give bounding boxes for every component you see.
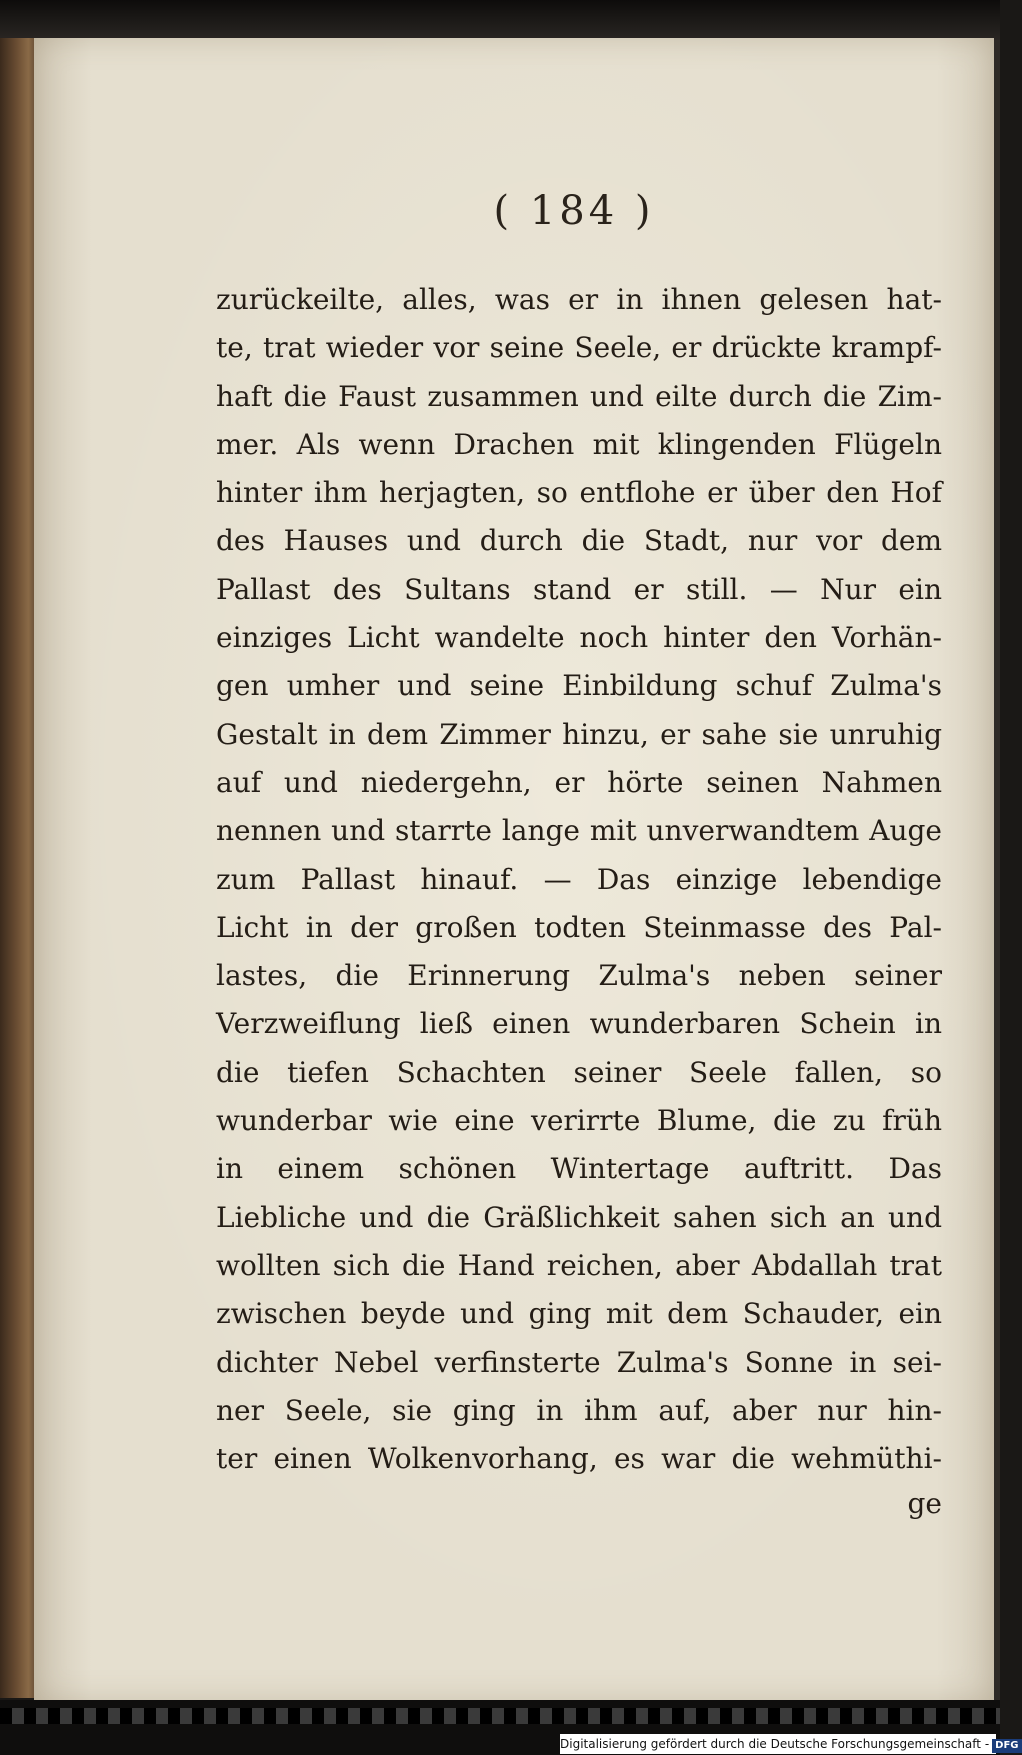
text-line: Pallast des Sultans stand er still. — Nur ein <box>216 572 942 606</box>
text-line: ner Seele, sie ging in ihm auf, aber nur hin- <box>216 1393 942 1427</box>
text-line: einziges Licht wandelte noch hinter den Vorhän- <box>216 621 942 655</box>
text-line: wunderbar wie eine verirrte Blume, die zu früh <box>216 1104 942 1138</box>
text-line: Verzweiflung ließ einen wunderbaren Schein in <box>216 1007 942 1041</box>
text-line: Gestalt in dem Zimmer hinzu, er sahe sie unruhig <box>216 717 942 751</box>
text-line: hinter ihm herjagten, so entflohe er über den Hof <box>216 476 942 510</box>
text-line: haft die Faust zusammen und eilte durch die Zim- <box>216 379 942 413</box>
text-line: zurückeilte, alles, was er in ihnen gelesen hat- <box>216 283 942 316</box>
text-line: zwischen beyde und ging mit dem Schauder, ein <box>216 1297 942 1331</box>
page-number-header: ( 184 ) <box>493 188 655 234</box>
credit-text: Digitalisierung gefördert durch die Deutsche Forschungsgemeinschaft - <box>560 1737 990 1751</box>
text-line: mer. Als wenn Drachen mit klingenden Flügeln <box>216 427 942 461</box>
text-line: des Hauses und durch die Stadt, nur vor dem <box>216 524 942 558</box>
book-spine <box>0 38 38 1698</box>
text-line: dichter Nebel verfinsterte Zulma's Sonne in sei- <box>216 1345 942 1379</box>
text-line: zum Pallast hinauf. — Das einzige lebendige <box>216 862 942 896</box>
text-line: wollten sich die Hand reichen, aber Abdallah trat <box>216 1248 942 1282</box>
page-text <box>216 276 942 1483</box>
scan-calibration-stripe <box>0 1708 1000 1724</box>
text-line: in einem schönen Wintertage auftritt. Das <box>216 1152 942 1186</box>
book-page <box>34 38 994 1702</box>
text-line: Licht in der großen todten Steinmasse des Pal- <box>216 910 942 944</box>
text-line: ter einen Wolkenvorhang, es war die wehmüthi- <box>216 1442 942 1476</box>
digitization-credit <box>560 1734 1019 1754</box>
text-line: Liebliche und die Gräßlichkeit sahen sich an und <box>216 1200 942 1234</box>
dfg-logo: DFG <box>992 1739 1021 1753</box>
text-line: lastes, die Erinnerung Zulma's neben seiner <box>216 959 942 993</box>
text-line: te, trat wieder vor seine Seele, er drückte krampf- <box>216 331 942 365</box>
text-line: die tiefen Schachten seiner Seele fallen, so <box>216 1055 942 1089</box>
text-line: nennen und starrte lange mit unverwandtem Auge <box>216 814 942 848</box>
text-line: auf und niedergehn, er hörte seinen Nahmen <box>216 765 942 799</box>
scan-top-edge <box>0 0 1000 40</box>
catchword: ge <box>907 1487 942 1520</box>
text-line: gen umher und seine Einbildung schuf Zulma's <box>216 669 942 703</box>
